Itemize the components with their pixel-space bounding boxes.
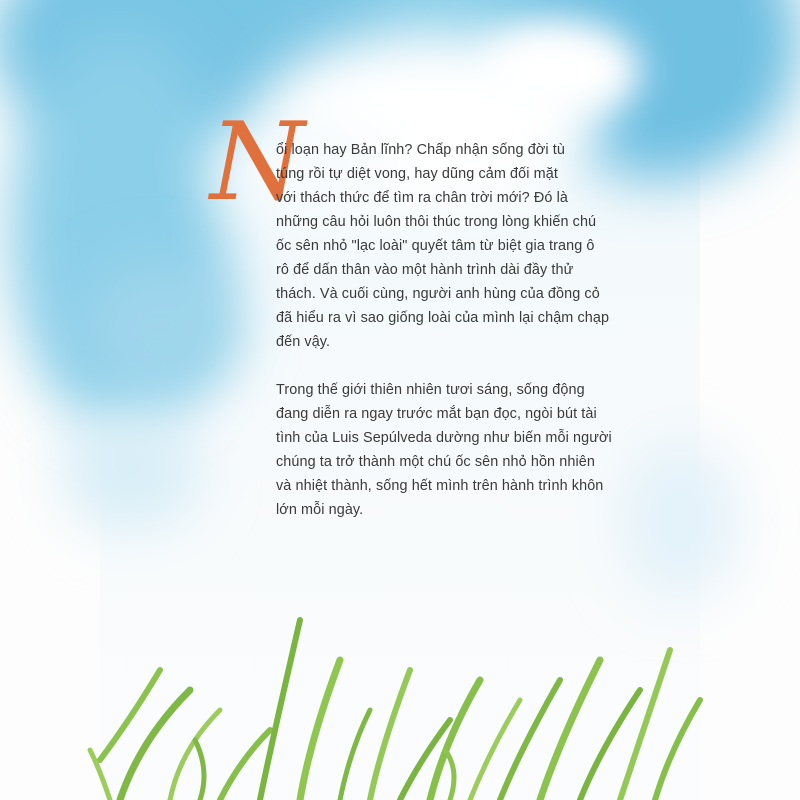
text-line: những câu hỏi luôn thôi thúc trong lòng khiến chú <box>276 214 597 230</box>
text-line: với thách thức để tìm ra chân trời mới? Đó là <box>276 190 568 206</box>
svg-text:N: N <box>210 100 305 225</box>
text-line: đã hiểu ra vì sao giống loài của mình lại chậm chạp <box>276 310 610 326</box>
text-line: ốc sên nhỏ "lạc loài" quyết tâm từ biệt gia trang ô <box>276 238 595 254</box>
body-text <box>276 138 676 522</box>
text-line: đến vậy. <box>276 334 331 350</box>
text-line: tình của Luis Sepúlveda dường như biến mỗi người <box>276 430 612 446</box>
text-line: ổi loạn hay Bản lĩnh? Chấp nhận sống đời tù <box>276 142 565 158</box>
text-line: lớn mỗi ngày. <box>276 502 364 518</box>
grass-illustration <box>100 600 700 800</box>
text-line: Trong thế giới thiên nhiên tươi sáng, sống động <box>276 382 585 398</box>
text-line: chúng ta trở thành một chú ốc sên nhỏ hồn nhiên <box>276 454 595 470</box>
text-line: đang diễn ra ngay trước mắt bạn đọc, ngòi bút tài <box>276 406 597 422</box>
text-line: thách. Và cuối cùng, người anh hùng của đồng cỏ <box>276 286 600 302</box>
paragraph-1 <box>276 138 676 354</box>
text-line: và nhiệt thành, sống hết mình trên hành trình khôn <box>276 478 604 494</box>
text-line: rô để dấn thân vào một hành trình dài đầy thử <box>276 262 574 278</box>
paragraph-2 <box>276 378 676 522</box>
text-line: túng rồi tự diệt vong, hay dũng cảm đối mặt <box>276 166 558 182</box>
